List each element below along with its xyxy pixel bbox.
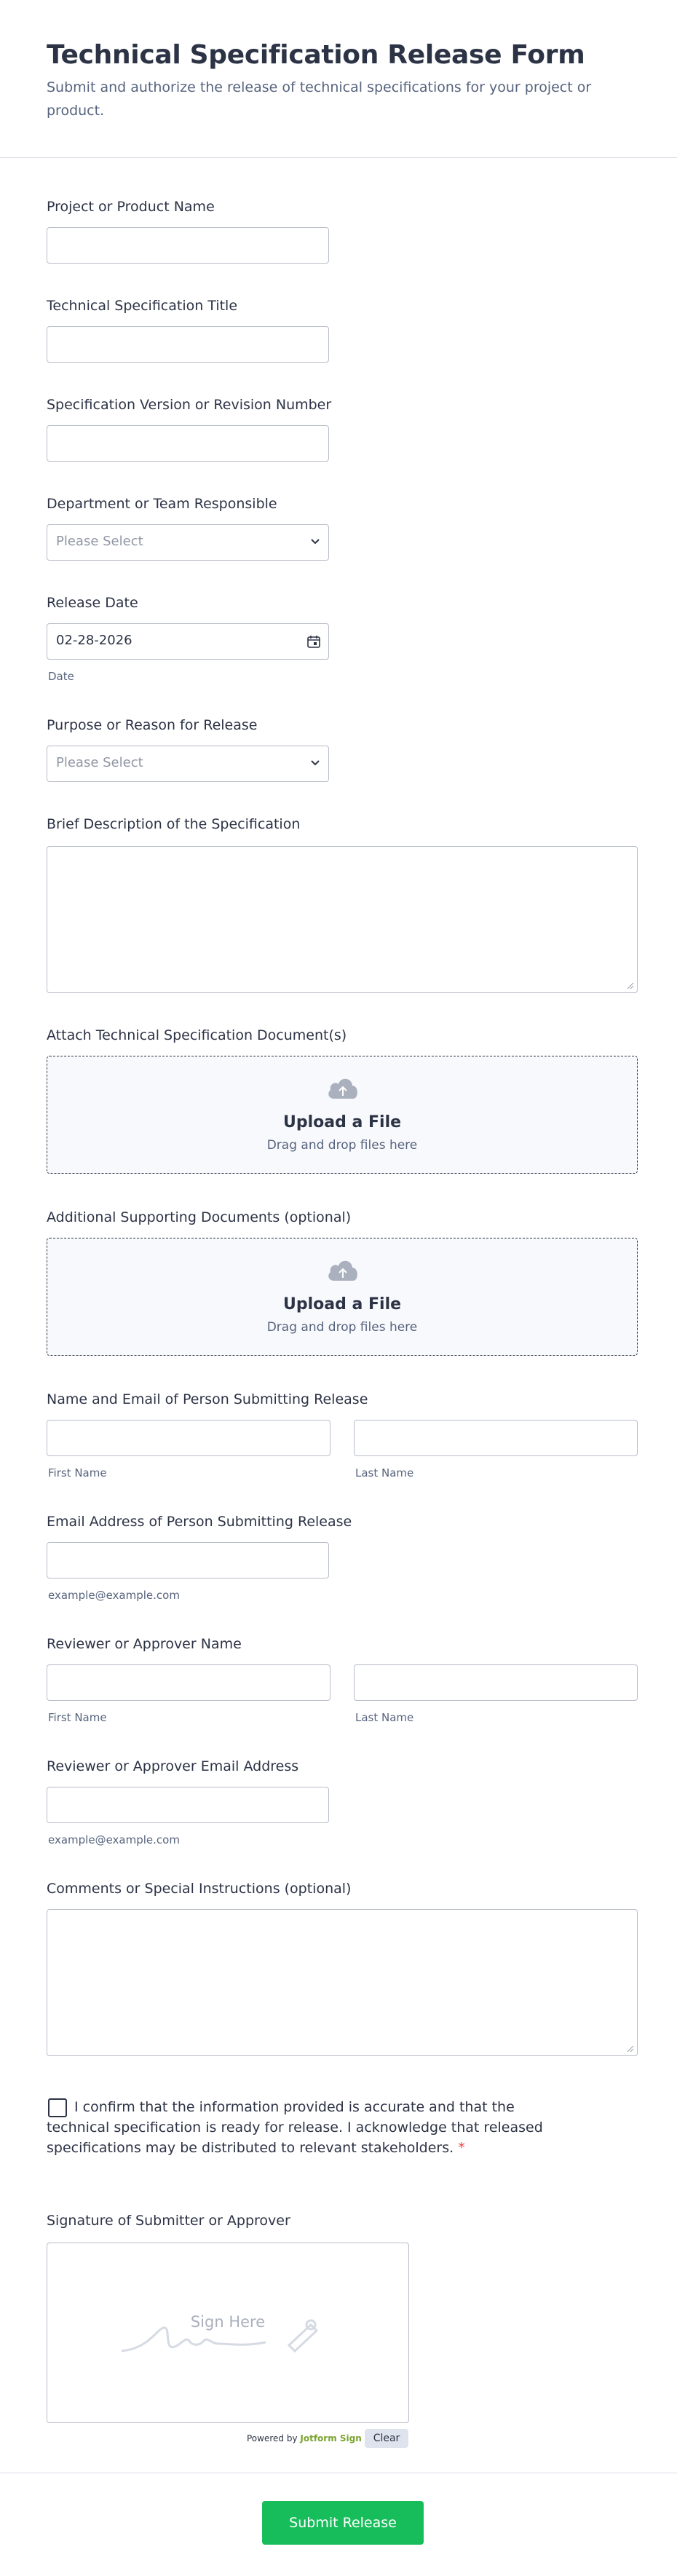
version-label: Specification Version or Revision Number [47,397,332,413]
chevron-down-icon [309,756,321,768]
comments-textarea[interactable] [47,1909,638,2056]
attach-docs-label: Attach Technical Specification Document(s) [47,1027,347,1043]
spec-title-input[interactable] [47,326,329,363]
upload-hint: Drag and drop files here [266,1320,418,1335]
reviewer-name-label: Reviewer or Approver Name [47,1636,242,1652]
purpose-label: Purpose or Reason for Release [47,717,258,733]
description-label: Brief Description of the Specification [47,816,301,832]
submitter-email-sublabel: example@example.com [48,1589,180,1602]
supporting-docs-label: Additional Supporting Documents (optional) [47,1209,352,1225]
resize-handle-icon[interactable] [627,982,634,989]
attach-docs-dropzone[interactable] [47,1056,638,1174]
purpose-select[interactable] [47,746,329,782]
resize-handle-icon[interactable] [627,2045,634,2052]
spec-title-label: Technical Specification Title [47,298,238,314]
form-subtitle: Submit and authorize the release of technical specifications for your project or product. [47,79,592,119]
release-date-sublabel: Date [48,670,74,683]
signature-pad[interactable] [47,2243,409,2423]
confirm-text-body: I confirm that the information provided is accurate and that the technical specification is ready for release. I acknowledge that released specifications may be distributed to relevant stakeholders. [47,2099,543,2156]
chevron-down-icon [309,535,321,547]
submitter-email-label: Email Address of Person Submitting Release [47,1514,352,1530]
release-date-input[interactable] [47,623,329,660]
form-header [0,0,677,158]
submit-button[interactable]: Submit Release [262,2501,424,2545]
confirm-text [47,2097,578,2158]
upload-title: Upload a File [282,1295,402,1313]
last-name-sublabel: Last Name [355,1466,414,1479]
clear-signature-button[interactable]: Clear [365,2429,408,2448]
department-label: Department or Team Responsible [47,496,277,512]
release-date-value: 02-28-2026 [56,633,132,648]
submitter-name-label: Name and Email of Person Submitting Release [47,1391,368,1407]
purpose-select-value: Please Select [56,755,143,770]
jotform-sign-brand: Jotform Sign [300,2433,362,2443]
release-date-label: Release Date [47,595,138,611]
cloud-upload-icon [325,1256,360,1282]
powered-by-text [247,2433,362,2443]
department-select[interactable] [47,524,329,561]
description-textarea[interactable] [47,846,638,993]
calendar-icon[interactable] [306,634,321,649]
signature-label: Signature of Submitter or Approver [47,2213,290,2229]
reviewer-email-label: Reviewer or Approver Email Address [47,1758,299,1774]
form-title: Technical Specification Release Form [47,40,585,70]
reviewer-first-name-input[interactable] [47,1664,330,1701]
project-name-input[interactable] [47,227,329,264]
submitter-email-input[interactable] [47,1542,329,1579]
cloud-upload-icon [325,1074,360,1100]
last-name-sublabel: Last Name [355,1711,414,1724]
project-name-label: Project or Product Name [47,199,215,215]
reviewer-email-sublabel: example@example.com [48,1833,180,1846]
signature-placeholder: Sign Here [190,2313,266,2331]
reviewer-email-input[interactable] [47,1787,329,1823]
supporting-docs-dropzone[interactable] [47,1238,638,1356]
first-name-sublabel: First Name [48,1711,107,1724]
version-input[interactable] [47,425,329,462]
submitter-last-name-input[interactable] [354,1420,638,1456]
department-select-value: Please Select [56,534,143,549]
upload-title: Upload a File [282,1113,402,1131]
powered-by-prefix: Powered by [247,2433,298,2443]
first-name-sublabel: First Name [48,1466,107,1479]
upload-hint: Drag and drop files here [266,1138,418,1153]
submitter-first-name-input[interactable] [47,1420,330,1456]
comments-label: Comments or Special Instructions (optional) [47,1881,352,1897]
required-asterisk: * [458,2140,465,2156]
reviewer-last-name-input[interactable] [354,1664,638,1701]
form-footer [0,2473,677,2576]
